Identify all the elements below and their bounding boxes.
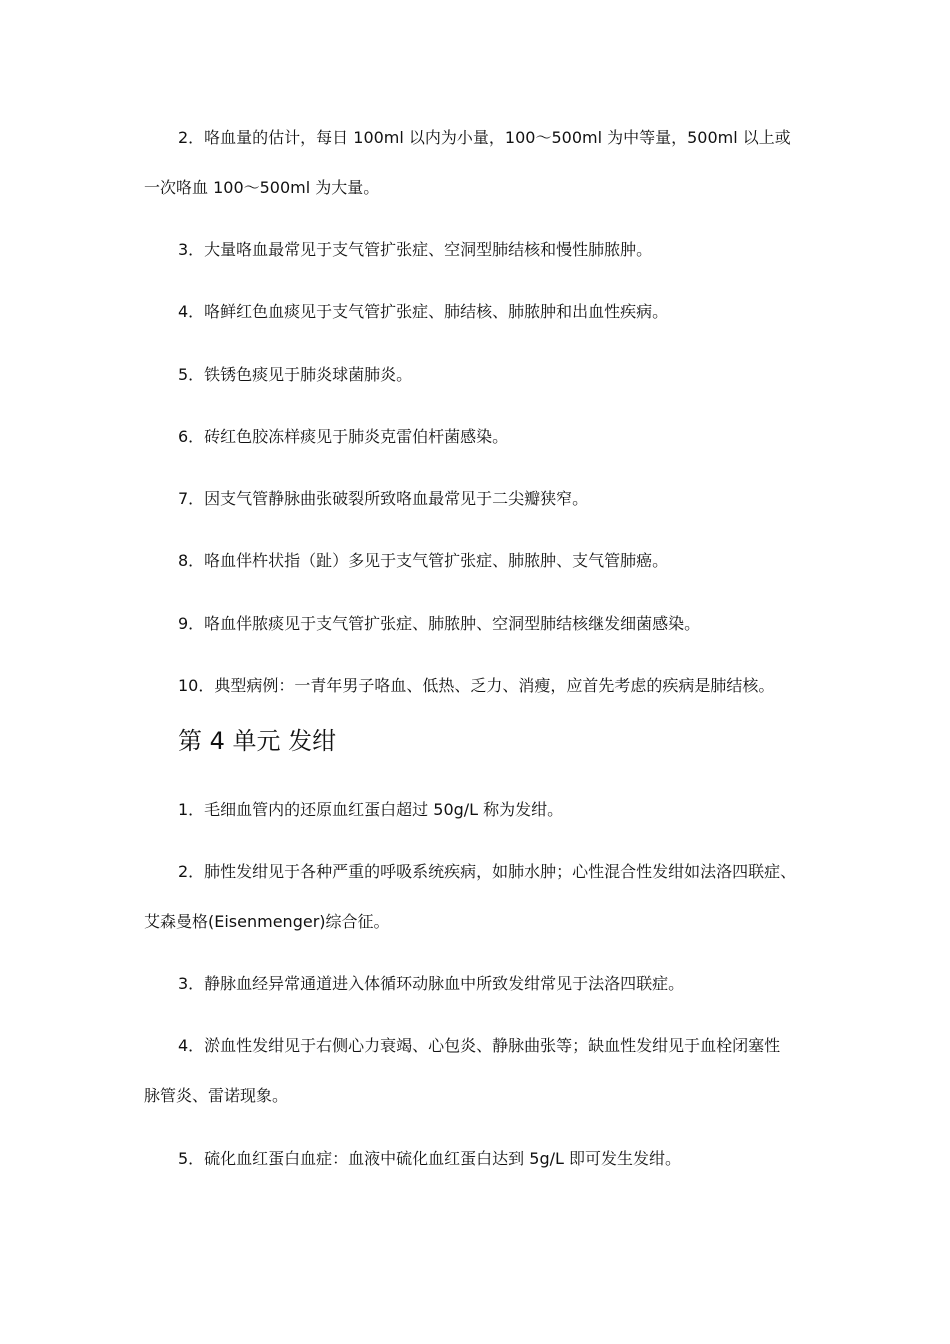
hemoptysis-item-7: 7．因支气管静脉曲张破裂所致咯血最常见于二尖瓣狭窄。 (178, 489, 589, 508)
hemoptysis-item-10: 10．典型病例：一青年男子咯血、低热、乏力、消瘦，应首先考虑的疾病是肺结核。 (178, 676, 775, 695)
hemoptysis-item-2-line-1: 2．咯血量的估计，每日 100ml 以内为小量，100～500ml 为中等量，500ml 以上或 (178, 128, 791, 147)
hemoptysis-item-4: 4．咯鲜红色血痰见于支气管扩张症、肺结核、肺脓肿和出血性疾病。 (178, 302, 669, 321)
cyanosis-item-4-line-1: 4．淤血性发绀见于右侧心力衰竭、心包炎、静脉曲张等；缺血性发绀见于血栓闭塞性 (178, 1036, 781, 1055)
cyanosis-item-1: 1．毛细血管内的还原血红蛋白超过 50g/L 称为发绀。 (178, 800, 564, 819)
cyanosis-item-5: 5．硫化血红蛋白血症：血液中硫化血红蛋白达到 5g/L 即可发生发绀。 (178, 1149, 681, 1168)
cyanosis-item-2-line-1: 2．肺性发绀见于各种严重的呼吸系统疾病，如肺水肿；心性混合性发绀如法洛四联症、 (178, 862, 797, 881)
hemoptysis-item-3: 3．大量咯血最常见于支气管扩张症、空洞型肺结核和慢性肺脓肿。 (178, 240, 653, 259)
hemoptysis-item-8: 8．咯血伴杵状指（趾）多见于支气管扩张症、肺脓肿、支气管肺癌。 (178, 551, 669, 570)
hemoptysis-item-2-line-2: 一次咯血 100～500ml 为大量。 (144, 178, 380, 197)
hemoptysis-item-9: 9．咯血伴脓痰见于支气管扩张症、肺脓肿、空洞型肺结核继发细菌感染。 (178, 614, 701, 633)
cyanosis-item-3: 3．静脉血经异常通道进入体循环动脉血中所致发绀常见于法洛四联症。 (178, 974, 685, 993)
section-heading-cyanosis: 第 4 单元 发绀 (178, 727, 337, 755)
hemoptysis-item-6: 6．砖红色胶冻样痰见于肺炎克雷伯杆菌感染。 (178, 427, 509, 446)
hemoptysis-item-5: 5．铁锈色痰见于肺炎球菌肺炎。 (178, 365, 413, 384)
cyanosis-item-2-line-2: 艾森曼格(Eisenmenger)综合征。 (144, 912, 390, 931)
cyanosis-item-4-line-2: 脉管炎、雷诺现象。 (144, 1086, 289, 1105)
